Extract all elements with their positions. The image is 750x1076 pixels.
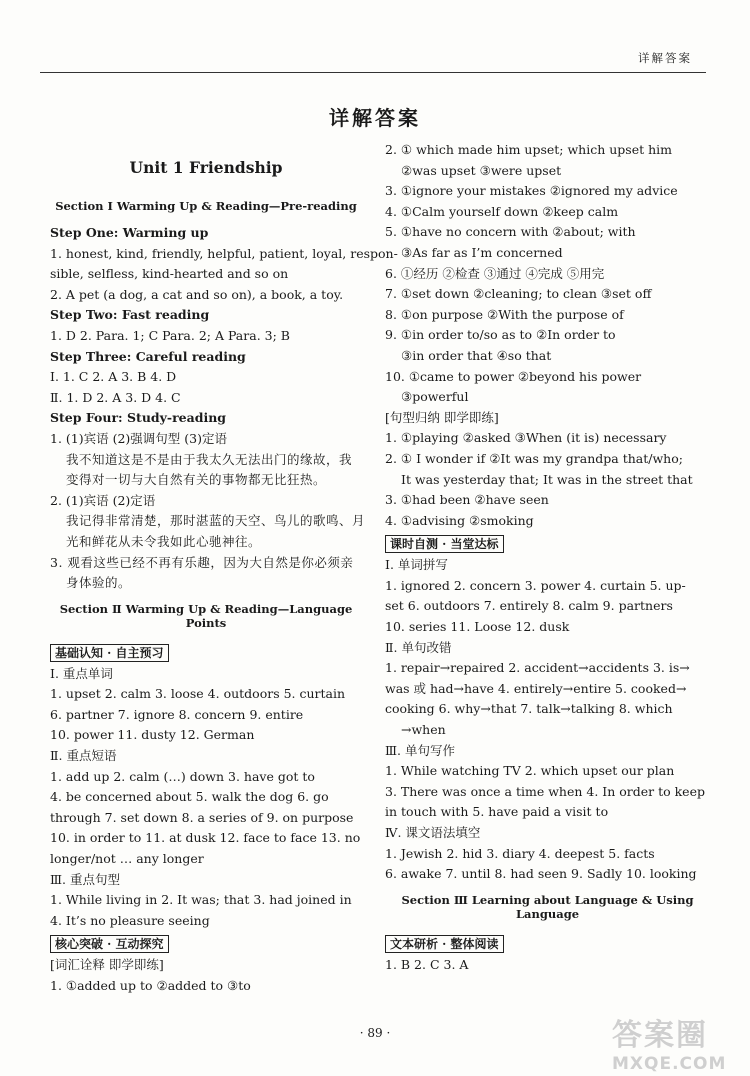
watermark-bottom: MXQE.COM bbox=[612, 1054, 727, 1074]
answer-line: cooking 6. why→that 7. talk→talking 8. which bbox=[385, 701, 673, 717]
answer-line: 1. repair→repaired 2. accident→accidents 3. is→ bbox=[385, 660, 690, 676]
step-4-title: Step Four: Study-reading bbox=[50, 410, 227, 426]
answer-line: 1. upset 2. calm 3. loose 4. outdoors 5. curtain bbox=[50, 686, 346, 702]
page-title: 详解答案 bbox=[329, 106, 421, 130]
answer-line: 2. ① I wonder if ②It was my grandpa that/who; bbox=[385, 450, 683, 466]
answer-line: 1. B 2. C 3. A bbox=[385, 956, 469, 972]
answer-line: 2. (1)宾语 (2)定语 bbox=[50, 492, 156, 508]
translation-line: 3. 观看这些已经不再有乐趣，因为大自然是你必须亲 bbox=[50, 554, 354, 570]
section-box-basic: 基础认知 · 自主预习 bbox=[50, 644, 169, 662]
answer-line: ③in order that ④so that bbox=[401, 347, 552, 363]
answer-line: 3. ①had been ②have seen bbox=[385, 492, 549, 508]
subheading: Ⅰ. 重点单词 bbox=[50, 665, 113, 681]
bracket-heading: [句型归纳 即学即练] bbox=[385, 409, 499, 425]
right-column bbox=[385, 140, 710, 975]
answer-line: 1. While watching TV 2. which upset our plan bbox=[385, 763, 675, 779]
running-header: 详解答案 bbox=[638, 51, 692, 65]
subheading: Ⅲ. 单句写作 bbox=[385, 742, 456, 758]
answer-line: 2. A pet (a dog, a cat and so on), a book, a toy. bbox=[50, 286, 344, 302]
subheading: Ⅱ. 单句改错 bbox=[385, 639, 452, 655]
answer-line: 3. There was once a time when 4. In order to keep bbox=[385, 783, 705, 799]
answer-line: 1. While living in 2. It was; that 3. had joined in bbox=[50, 892, 352, 908]
answer-line: 1. ①added up to ②added to ③to bbox=[50, 978, 251, 993]
answer-line: →when bbox=[401, 722, 446, 738]
answer-line: It was yesterday that; It was in the street that bbox=[401, 471, 693, 487]
answer-line: 2. ① which made him upset; which upset him bbox=[385, 142, 673, 157]
answer-line: 1. Jewish 2. hid 3. diary 4. deepest 5. facts bbox=[385, 845, 655, 861]
translation-line: 光和鲜花从未令我如此心驰神往。 bbox=[66, 533, 262, 549]
answer-line: 9. ①in order to/so as to ②In order to bbox=[385, 327, 616, 343]
subheading: Ⅳ. 课文语法填空 bbox=[385, 825, 481, 840]
answer-line: 4. be concerned about 5. walk the dog 6. go bbox=[50, 789, 329, 805]
translation-line: 我不知道这是不是由于我太久无法出门的缘故，我 bbox=[66, 451, 353, 467]
section-2-title: Section Ⅱ Warming Up & Reading—Language Points bbox=[59, 601, 353, 630]
section-box-core: 核心突破 · 互动探究 bbox=[50, 935, 169, 953]
answer-line: 1. honest, kind, friendly, helpful, patient, loyal, respon- bbox=[50, 245, 398, 261]
answer-line: 1. add up 2. calm (…) down 3. have got to bbox=[50, 768, 315, 784]
answer-line: ③powerful bbox=[401, 389, 469, 405]
answer-line: 10. ①came to power ②beyond his power bbox=[385, 368, 642, 384]
answer-line: 8. ①on purpose ②With the purpose of bbox=[385, 306, 624, 322]
watermark-logo bbox=[612, 1010, 742, 1074]
answer-line: ③As far as I’m concerned bbox=[401, 244, 563, 260]
answer-line: 6. ①经历 ②检查 ③通过 ④完成 ⑤用完 bbox=[385, 265, 605, 281]
subheading: Ⅱ. 重点短语 bbox=[50, 748, 117, 764]
answer-line: ②was upset ③were upset bbox=[401, 162, 562, 178]
answer-line: Ⅱ. 1. D 2. A 3. D 4. C bbox=[50, 389, 181, 405]
bracket-heading: [词汇诠释 即学即练] bbox=[50, 957, 164, 973]
answer-line: 10. in order to 11. at dusk 12. face to face 13. no bbox=[50, 830, 361, 846]
answer-line: sible, selfless, kind-hearted and so on bbox=[50, 266, 289, 282]
section-box-text: 文本研析 · 整体阅读 bbox=[385, 935, 504, 953]
answer-line: 6. awake 7. until 8. had seen 9. Sadly 10. looking bbox=[385, 866, 697, 882]
section-1-title: Section Ⅰ Warming Up & Reading—Pre-reading bbox=[55, 199, 357, 213]
answer-line: was 或 had→have 4. entirely→entire 5. cooked→ bbox=[385, 680, 687, 696]
left-column bbox=[50, 140, 398, 997]
answer-line: 4. It’s no pleasure seeing bbox=[50, 912, 210, 928]
answer-line: 4. ①Calm yourself down ②keep calm bbox=[385, 203, 619, 219]
watermark-top: 答案圈 bbox=[612, 1018, 708, 1053]
answer-line: 10. power 11. dusty 12. German bbox=[50, 727, 255, 743]
subheading: Ⅰ. 单词拼写 bbox=[385, 557, 448, 573]
section-3-title: Section Ⅲ Learning about Language & Using Language bbox=[401, 892, 694, 921]
translation-line: 身体验的。 bbox=[66, 575, 132, 591]
translation-line: 我记得非常清楚，那时湛蓝的天空、鸟儿的歌鸣、月 bbox=[66, 513, 366, 529]
answer-line: in touch with 5. have paid a visit to bbox=[385, 804, 609, 820]
step-3-title: Step Three: Careful reading bbox=[50, 348, 246, 364]
step-1-title: Step One: Warming up bbox=[50, 225, 209, 240]
section-box-test: 课时自测 · 当堂达标 bbox=[385, 535, 504, 553]
answer-line: 3. ①ignore your mistakes ②ignored my advice bbox=[385, 183, 678, 199]
answer-line: 1. ignored 2. concern 3. power 4. curtain 5. up- bbox=[385, 577, 686, 593]
answer-line: 4. ①advising ②smoking bbox=[385, 512, 534, 528]
answer-line: 1. D 2. Para. 1; C Para. 2; A Para. 3; B bbox=[50, 327, 290, 343]
answer-line: 1. ①playing ②asked ③When (it is) necessary bbox=[385, 430, 667, 446]
answer-line: 1. (1)宾语 (2)强调句型 (3)定语 bbox=[50, 430, 227, 446]
step-2-title: Step Two: Fast reading bbox=[50, 307, 210, 323]
header-rule bbox=[40, 72, 706, 73]
subheading: Ⅲ. 重点句型 bbox=[50, 871, 121, 887]
page-number: · 89 · bbox=[359, 1026, 391, 1040]
answer-line: 6. partner 7. ignore 8. concern 9. entire bbox=[50, 706, 304, 722]
answer-line: through 7. set down 8. a series of 9. on purpose bbox=[50, 809, 354, 825]
answer-line: 7. ①set down ②cleaning; to clean ③set off bbox=[385, 286, 652, 302]
answer-line: Ⅰ. 1. C 2. A 3. B 4. D bbox=[50, 369, 177, 385]
answer-line: 5. ①have no concern with ②about; with bbox=[385, 224, 636, 240]
translation-line: 变得对一切与大自然有关的事物都无比狂热。 bbox=[66, 472, 327, 488]
unit-title: Unit 1 Friendship bbox=[129, 158, 283, 177]
answer-line: longer/not … any longer bbox=[50, 851, 204, 867]
answer-line: 10. series 11. Loose 12. dusk bbox=[385, 619, 570, 635]
answer-line: set 6. outdoors 7. entirely 8. calm 9. partners bbox=[385, 598, 673, 614]
